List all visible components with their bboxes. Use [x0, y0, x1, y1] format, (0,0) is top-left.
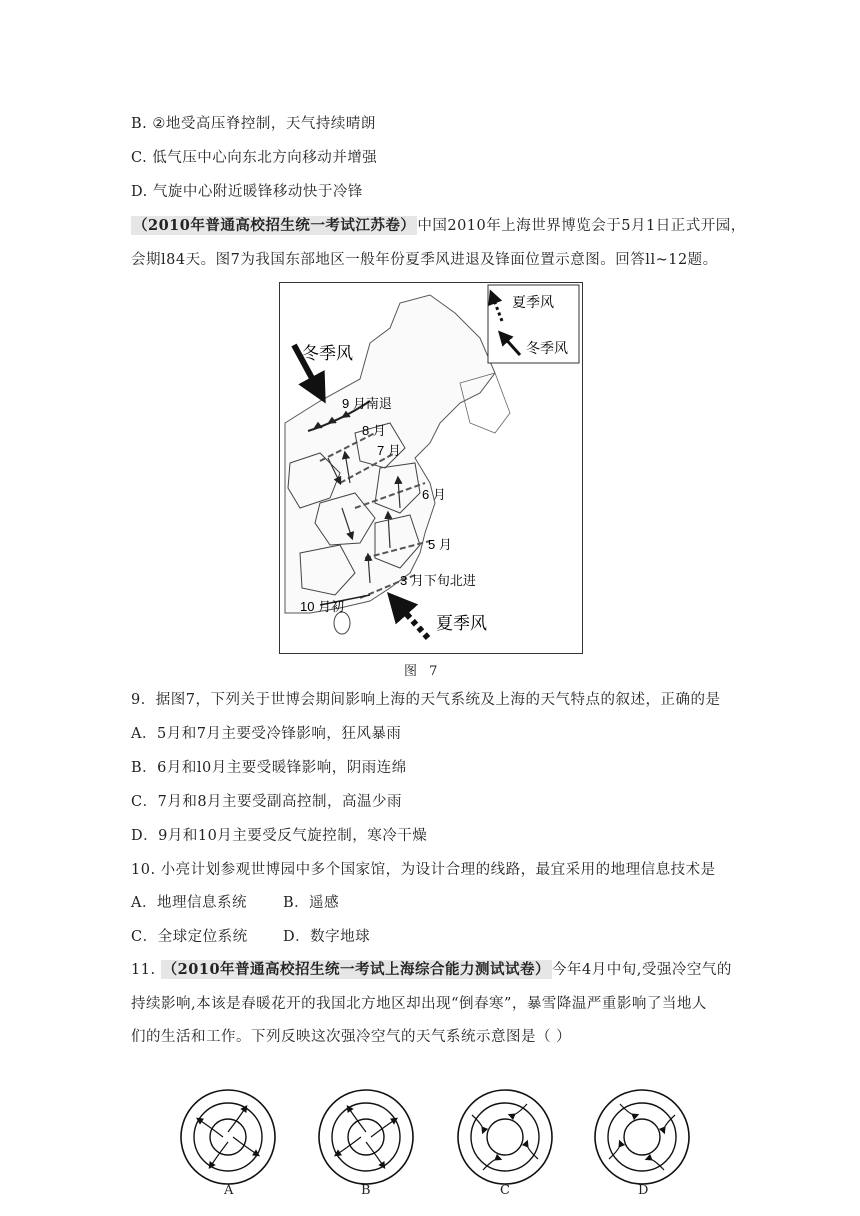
diagram-label-a: A	[224, 1183, 234, 1198]
diagram-b	[319, 1090, 413, 1184]
passage-line-1	[131, 214, 746, 235]
q9-option-b: B．6月和l0月主要受暖锋影响，阴雨连绵	[131, 760, 407, 776]
q9-option-c: C．7月和8月主要受副高控制，高温少雨	[131, 794, 403, 810]
diagram-c	[458, 1090, 552, 1184]
front-label-jun: 6 月	[422, 487, 446, 502]
diagram-label-d: D	[638, 1183, 649, 1198]
prev-option-c: C. 低气压中心向东北方向移动并增强	[131, 150, 378, 166]
q11-source: （2010年普通高校招生统一考试上海综合能力测试试卷）	[162, 961, 551, 978]
q10-option-d: D．数字地球	[283, 929, 371, 945]
q10-option-c: C．全球定位系统	[131, 929, 248, 945]
passage-text-1: 中国2010年上海世界博览会于5月1日正式开园，	[417, 218, 746, 234]
q10-option-b: B．遥感	[283, 895, 340, 911]
passage-source: （2010年普通高校招生统一考试江苏卷）	[133, 217, 416, 234]
q11-line-2: 持续影响,本该是春暖花开的我国北方地区却出现“倒春寒”，暴雪降温严重影响了当地人	[131, 996, 707, 1012]
prev-option-d: D. 气旋中心附近暖锋移动快于冷锋	[131, 184, 363, 200]
front-label-sep: 9 月南退	[342, 396, 392, 411]
q9-stem: 9．据图7，下列关于世博会期间影响上海的天气系统及上海的天气特点的叙述，正确的是	[131, 692, 721, 708]
legend-summer-label: 夏季风	[512, 294, 554, 310]
front-label-mar: 3 月下旬北进	[400, 573, 476, 588]
q11-diagrams	[170, 1080, 690, 1210]
front-label-jul: 7 月	[377, 443, 401, 458]
q11-number: 11.	[131, 962, 156, 978]
diagram-a	[181, 1090, 275, 1184]
passage-line-2: 会期l84天。图7为我国东部地区一般年份夏季风进退及锋面位置示意图。回答ll~12题。	[131, 252, 718, 268]
q11-line-3: 们的生活和工作。下列反映这次强冷空气的天气系统示意图是（ ）	[131, 1029, 572, 1045]
winter-monsoon-label: 冬季风	[302, 344, 353, 363]
legend-winter-label: 冬季风	[526, 340, 568, 356]
front-label-aug: 8 月	[362, 423, 386, 438]
front-label-oct: 10 月初	[300, 599, 345, 614]
diagram-label-b: B	[361, 1183, 371, 1198]
q10-stem: 10. 小亮计划参观世博园中多个国家馆，为设计合理的线路，最宜采用的地理信息技术是	[131, 862, 716, 878]
diagram-d	[595, 1090, 689, 1184]
figure-caption: 图 7	[404, 664, 442, 679]
q10-option-a: A．地理信息系统	[131, 895, 247, 911]
summer-monsoon-label: 夏季风	[436, 614, 487, 633]
q11-line-1	[131, 958, 732, 979]
q11-text-1: 今年4月中旬,受强冷空气的	[552, 962, 732, 978]
prev-option-b: B. ②地受高压脊控制，天气持续晴朗	[131, 116, 376, 132]
q9-option-a: A．5月和7月主要受冷锋影响，狂风暴雨	[131, 726, 402, 742]
monsoon-map-figure	[279, 282, 583, 654]
q9-option-d: D．9月和10月主要受反气旋控制，寒冷干燥	[131, 828, 428, 844]
front-label-may: 5 月	[428, 537, 452, 552]
diagram-label-c: C	[500, 1183, 510, 1198]
